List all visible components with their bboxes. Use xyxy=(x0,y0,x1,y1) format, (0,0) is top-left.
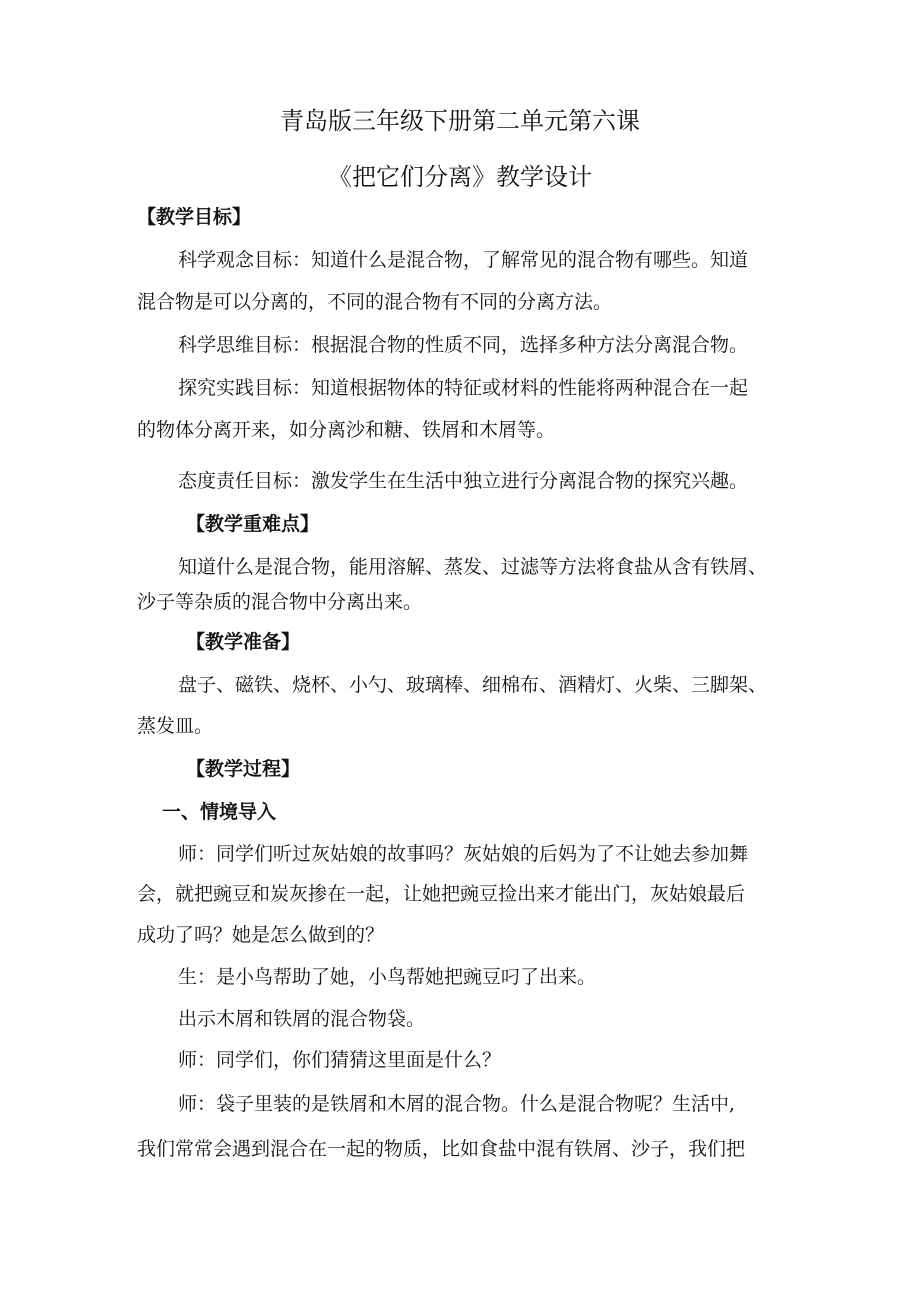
preparation-line-2: 蒸发皿。 xyxy=(137,715,214,737)
paragraph-1-line-2: 会，就把豌豆和炭灰掺在一起，让她把豌豆捡出来才能出门，灰姑娘最后 xyxy=(137,883,746,905)
paragraph-5-line-2: 我们常常会遇到混合在一起的物质，比如食盐中混有铁屑、沙子，我们把 xyxy=(137,1138,746,1160)
goal-3-line-2: 的物体分离开来，如分离沙和糖、铁屑和木屑等。 xyxy=(137,419,556,441)
goal-1-line-2: 混合物是可以分离的，不同的混合物有不同的分离方法。 xyxy=(137,291,613,313)
paragraph-4: 师：同学们，你们猜猜这里面是什么？ xyxy=(178,1049,502,1071)
document-title-line1: 青岛版三年级下册第二单元第六课 xyxy=(280,107,640,135)
goal-1-line-1: 科学观念目标：知道什么是混合物，了解常见的混合物有哪些。知道 xyxy=(178,249,749,271)
goal-2: 科学思维目标：根据混合物的性质不同，选择多种方法分离混合物。 xyxy=(178,334,749,356)
preparation-line-1: 盘子、磁铁、烧杯、小勺、玻璃棒、细棉布、酒精灯、火柴、三脚架、 xyxy=(178,674,768,696)
paragraph-3: 出示木屑和铁屑的混合物袋。 xyxy=(178,1008,426,1030)
subsection-heading-intro: 一、情境导入 xyxy=(162,801,277,823)
paragraph-1-line-3: 成功了吗？她是怎么做到的？ xyxy=(137,924,385,946)
goal-4: 态度责任目标：激发学生在生活中独立进行分离混合物的探究兴趣。 xyxy=(178,470,749,492)
goal-3-line-1: 探究实践目标：知道根据物体的特征或材料的性能将两种混合在一起 xyxy=(178,377,749,399)
paragraph-1-line-1: 师：同学们听过灰姑娘的故事吗？灰姑娘的后妈为了不让她去参加舞 xyxy=(178,843,749,865)
paragraph-2: 生：是小鸟帮助了她，小鸟帮她把豌豆叼了出来。 xyxy=(178,966,597,988)
key-points-line-1: 知道什么是混合物，能用溶解、蒸发、过滤等方法将食盐从含有铁屑、 xyxy=(178,556,768,578)
section-heading-process: 【教学过程】 xyxy=(186,758,301,780)
section-heading-preparation: 【教学准备】 xyxy=(186,631,301,653)
paragraph-5-line-1: 师：袋子里装的是铁屑和木屑的混合物。什么是混合物呢？生活中, xyxy=(178,1093,736,1115)
document-title-line2: 《把它们分离》教学设计 xyxy=(328,163,592,191)
section-heading-goals: 【教学目标】 xyxy=(137,206,252,228)
section-heading-key-points: 【教学重难点】 xyxy=(186,513,320,535)
key-points-line-2: 沙子等杂质的混合物中分离出来。 xyxy=(137,591,423,613)
